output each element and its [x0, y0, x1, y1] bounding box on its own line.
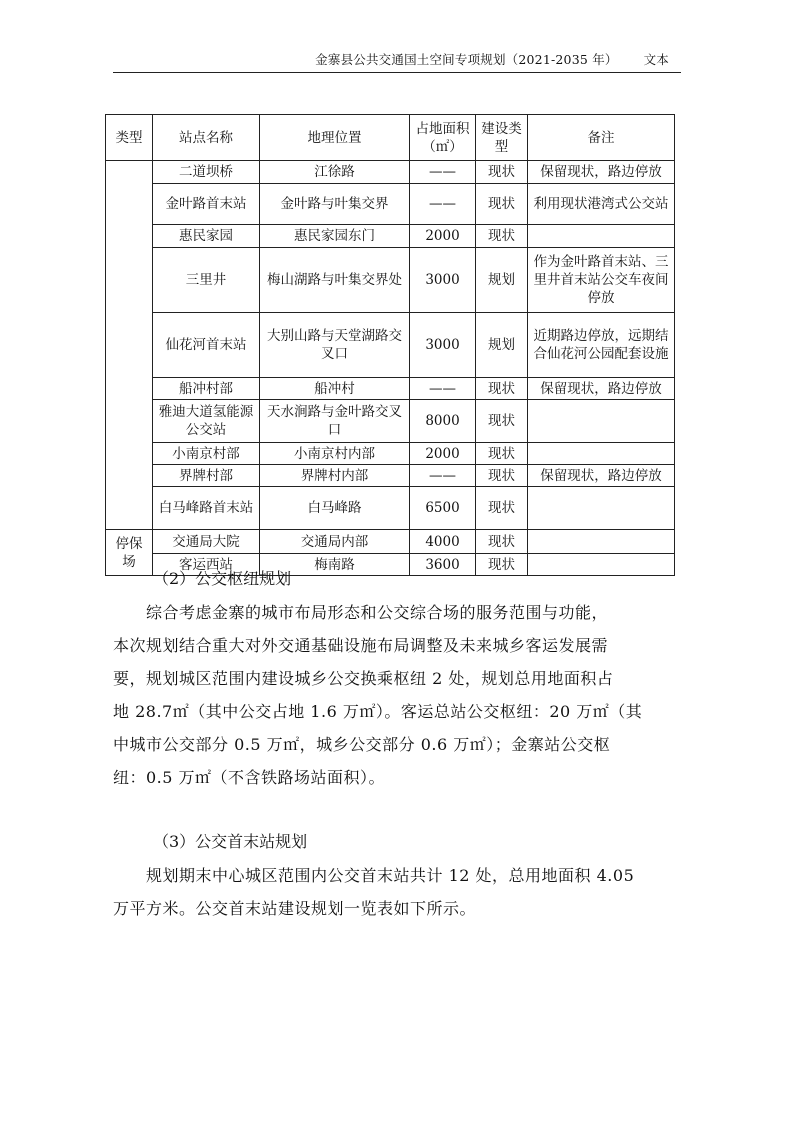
- cell-area: 3000: [410, 313, 476, 378]
- table-row: [106, 530, 675, 554]
- paragraph-hub: [113, 596, 681, 794]
- cell-location: 界牌村内部: [260, 465, 410, 487]
- paragraph-line: 万平方米。公交首末站建设规划一览表如下所示。: [113, 899, 477, 918]
- paragraph-line: 综合考虑金寨的城市布局形态和公交综合场的服务范围与功能，: [146, 603, 609, 622]
- cell-name: 交通局大院: [153, 530, 260, 554]
- type-cell-depot: 停保场: [106, 530, 153, 576]
- section-heading-hub: （2）公交枢纽规划: [153, 569, 292, 588]
- col-header-name: 站点名称: [153, 115, 260, 161]
- cell-name: 雅迪大道氢能源公交站: [153, 400, 260, 443]
- table-row: [106, 313, 675, 378]
- cell-build: 现状: [476, 161, 528, 184]
- cell-name: 三里井: [153, 248, 260, 313]
- cell-location: 船冲村: [260, 378, 410, 400]
- cell-build: 现状: [476, 465, 528, 487]
- cell-note: [528, 225, 675, 248]
- cell-location: 小南京村内部: [260, 443, 410, 465]
- cell-name: 小南京村部: [153, 443, 260, 465]
- header-divider: [113, 72, 681, 73]
- cell-note: 近期路边停放，远期结合仙花河公园配套设施: [528, 313, 675, 378]
- cell-location: 交通局内部: [260, 530, 410, 554]
- page-header: [113, 50, 681, 68]
- cell-location: 江徐路: [260, 161, 410, 184]
- table-row: [106, 443, 675, 465]
- cell-build: 现状: [476, 225, 528, 248]
- cell-area: ——: [410, 161, 476, 184]
- cell-area: 3000: [410, 248, 476, 313]
- cell-location: 梅南路: [260, 554, 410, 576]
- cell-location: 白马峰路: [260, 487, 410, 530]
- cell-note: [528, 400, 675, 443]
- cell-area: ——: [410, 465, 476, 487]
- station-table: [105, 114, 675, 576]
- table-row: [106, 184, 675, 225]
- cell-note: [528, 530, 675, 554]
- table-row: [106, 248, 675, 313]
- cell-build: 现状: [476, 184, 528, 225]
- cell-name: 白马峰路首末站: [153, 487, 260, 530]
- cell-area: 4000: [410, 530, 476, 554]
- table-row: [106, 225, 675, 248]
- type-cell-blank: [106, 161, 153, 530]
- header-doc-type: 文本: [643, 52, 669, 67]
- cell-build: 现状: [476, 443, 528, 465]
- paragraph-line: 中城市公交部分 0.5 万㎡，城乡公交部分 0.6 万㎡）；金寨站公交枢: [113, 735, 611, 754]
- cell-area: 3600: [410, 554, 476, 576]
- cell-area: ——: [410, 378, 476, 400]
- cell-location: 金叶路与叶集交界: [260, 184, 410, 225]
- cell-area: ——: [410, 184, 476, 225]
- cell-location: 梅山湖路与叶集交界处: [260, 248, 410, 313]
- cell-build: 现状: [476, 487, 528, 530]
- paragraph-line: 规划期末中心城区范围内公交首末站共计 12 处，总用地面积 4.05: [146, 866, 635, 885]
- paragraph-line: 本次规划结合重大对外交通基础设施布局调整及未来城乡客运发展需: [113, 636, 609, 655]
- cell-location: 惠民家园东门: [260, 225, 410, 248]
- col-header-area: 占地面积（㎡）: [410, 115, 476, 161]
- cell-build: 现状: [476, 530, 528, 554]
- cell-location: 天水涧路与金叶路交叉口: [260, 400, 410, 443]
- cell-name: 仙花河首末站: [153, 313, 260, 378]
- paragraph-line: 地 28.7㎡（其中公交占地 1.6 万㎡）。客运总站公交枢纽：20 万㎡（其: [113, 702, 643, 721]
- cell-name: 二道坝桥: [153, 161, 260, 184]
- paragraph-line: 纽：0.5 万㎡（不含铁路场站面积）。: [113, 768, 386, 787]
- table-row: [106, 487, 675, 530]
- paragraph-line: 要，规划城区范围内建设城乡公交换乘枢纽 2 处，规划总用地面积占: [113, 669, 614, 688]
- cell-name: 船冲村部: [153, 378, 260, 400]
- col-header-build-type: 建设类型: [476, 115, 528, 161]
- header-title: 金寨县公共交通国土空间专项规划（2021-2035 年）: [315, 52, 618, 67]
- cell-build: 规划: [476, 313, 528, 378]
- cell-build: 现状: [476, 378, 528, 400]
- cell-note: 保留现状，路边停放: [528, 465, 675, 487]
- table-row: [106, 161, 675, 184]
- cell-note: [528, 443, 675, 465]
- cell-name: 金叶路首末站: [153, 184, 260, 225]
- cell-name: 客运西站: [153, 554, 260, 576]
- cell-name: 惠民家园: [153, 225, 260, 248]
- cell-area: 8000: [410, 400, 476, 443]
- col-header-type: 类型: [106, 115, 153, 161]
- paragraph-terminal: [113, 859, 681, 925]
- cell-note: 保留现状，路边停放: [528, 161, 675, 184]
- cell-location: 大别山路与天堂湖路交叉口: [260, 313, 410, 378]
- cell-build: 现状: [476, 400, 528, 443]
- table-row: [106, 378, 675, 400]
- cell-name: 界牌村部: [153, 465, 260, 487]
- cell-area: 2000: [410, 443, 476, 465]
- table-row: [106, 465, 675, 487]
- cell-note: 作为金叶路首末站、三里井首末站公交车夜间停放: [528, 248, 675, 313]
- cell-note: 保留现状，路边停放: [528, 378, 675, 400]
- col-header-location: 地理位置: [260, 115, 410, 161]
- cell-area: 6500: [410, 487, 476, 530]
- table-row: [106, 400, 675, 443]
- cell-build: 现状: [476, 554, 528, 576]
- col-header-note: 备注: [528, 115, 675, 161]
- section-heading-terminal: （3）公交首末站规划: [153, 832, 308, 851]
- cell-area: 2000: [410, 225, 476, 248]
- table-header-row: [106, 115, 675, 161]
- cell-build: 规划: [476, 248, 528, 313]
- cell-note: [528, 487, 675, 530]
- cell-note: 利用现状港湾式公交站: [528, 184, 675, 225]
